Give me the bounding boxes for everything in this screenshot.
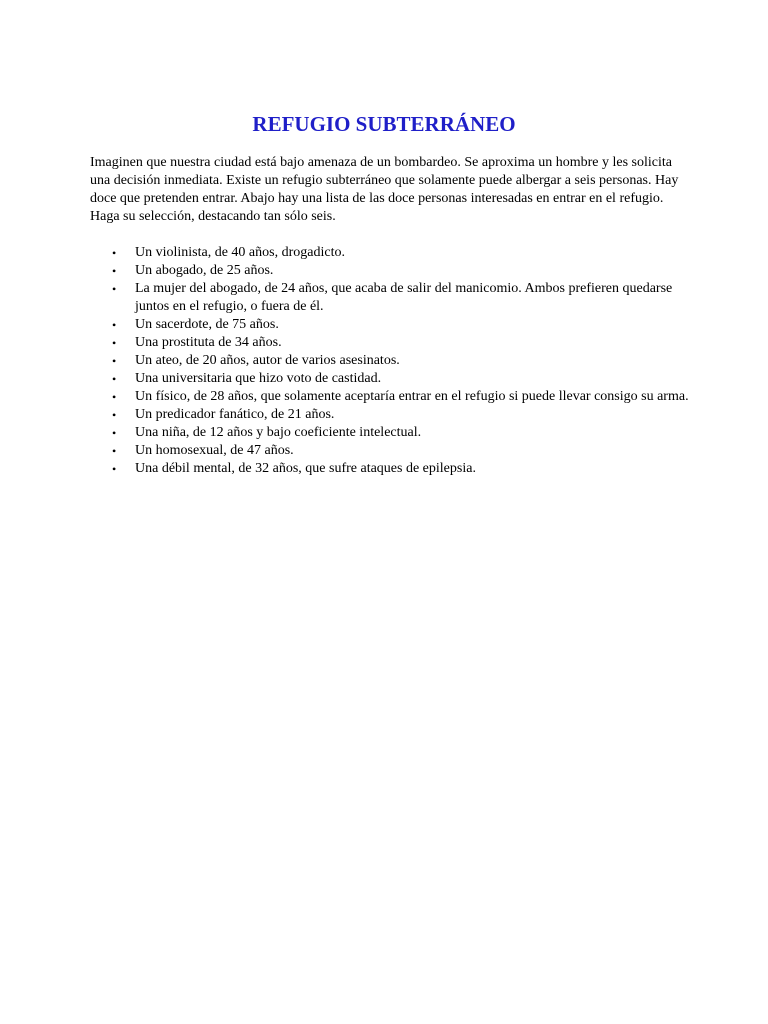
list-item (90, 460, 690, 478)
list-item-text: Una niña, de 12 años y bajo coeficiente intelectual. (135, 425, 422, 440)
list-item (90, 244, 690, 262)
list-item (90, 334, 690, 352)
bullet-icon: • (112, 390, 117, 404)
list-item-text: Un predicador fanático, de 21 años. (135, 407, 335, 422)
list-item (90, 388, 690, 406)
bullet-icon: • (112, 408, 117, 422)
people-list (90, 244, 690, 478)
list-item (90, 370, 690, 388)
list-item-text: Una débil mental, de 32 años, que sufre ataques de epilepsia. (135, 461, 476, 476)
list-item-text: Una prostituta de 34 años. (135, 335, 282, 350)
list-item-text: La mujer del abogado, de 24 años, que acaba de salir del manicomio. Ambos prefieren quedarse juntos en el refugio, o fuera de él. (135, 281, 673, 314)
bullet-icon: • (112, 426, 117, 440)
bullet-icon: • (112, 282, 117, 296)
list-item (90, 262, 690, 280)
list-item (90, 316, 690, 334)
bullet-icon: • (112, 336, 117, 350)
bullet-icon: • (112, 444, 117, 458)
bullet-icon: • (112, 372, 117, 386)
list-item (90, 352, 690, 370)
bullet-icon: • (112, 318, 117, 332)
list-item-text: Un sacerdote, de 75 años. (135, 317, 279, 332)
list-item-text: Un violinista, de 40 años, drogadicto. (135, 245, 345, 260)
list-item (90, 424, 690, 442)
list-item (90, 280, 690, 316)
document-title: REFUGIO SUBTERRÁNEO (252, 112, 516, 136)
list-item-text: Un homosexual, de 47 años. (135, 443, 294, 458)
list-item (90, 442, 690, 460)
bullet-icon: • (112, 246, 117, 260)
bullet-icon: • (112, 264, 117, 278)
list-item-text: Un físico, de 28 años, que solamente aceptaría entrar en el refugio si puede llevar consigo su arma. (135, 389, 689, 404)
list-item-text: Una universitaria que hizo voto de castidad. (135, 371, 382, 386)
list-item-text: Un abogado, de 25 años. (135, 263, 274, 278)
intro-paragraph: Imaginen que nuestra ciudad está bajo amenaza de un bombardeo. Se aproxima un hombre y les solicita una decisión inmediata. Existe un refugio subterráneo que solamente puede albergar a seis personas. Hay doce que pretenden entrar. Abajo hay una lista de las doce personas interesadas en entrar en el refugio. Haga su selección, destacando tan sólo seis. (90, 155, 679, 224)
bullet-icon: • (112, 354, 117, 368)
bullet-icon: • (112, 462, 117, 476)
list-item-text: Un ateo, de 20 años, autor de varios asesinatos. (135, 353, 400, 368)
list-item (90, 406, 690, 424)
